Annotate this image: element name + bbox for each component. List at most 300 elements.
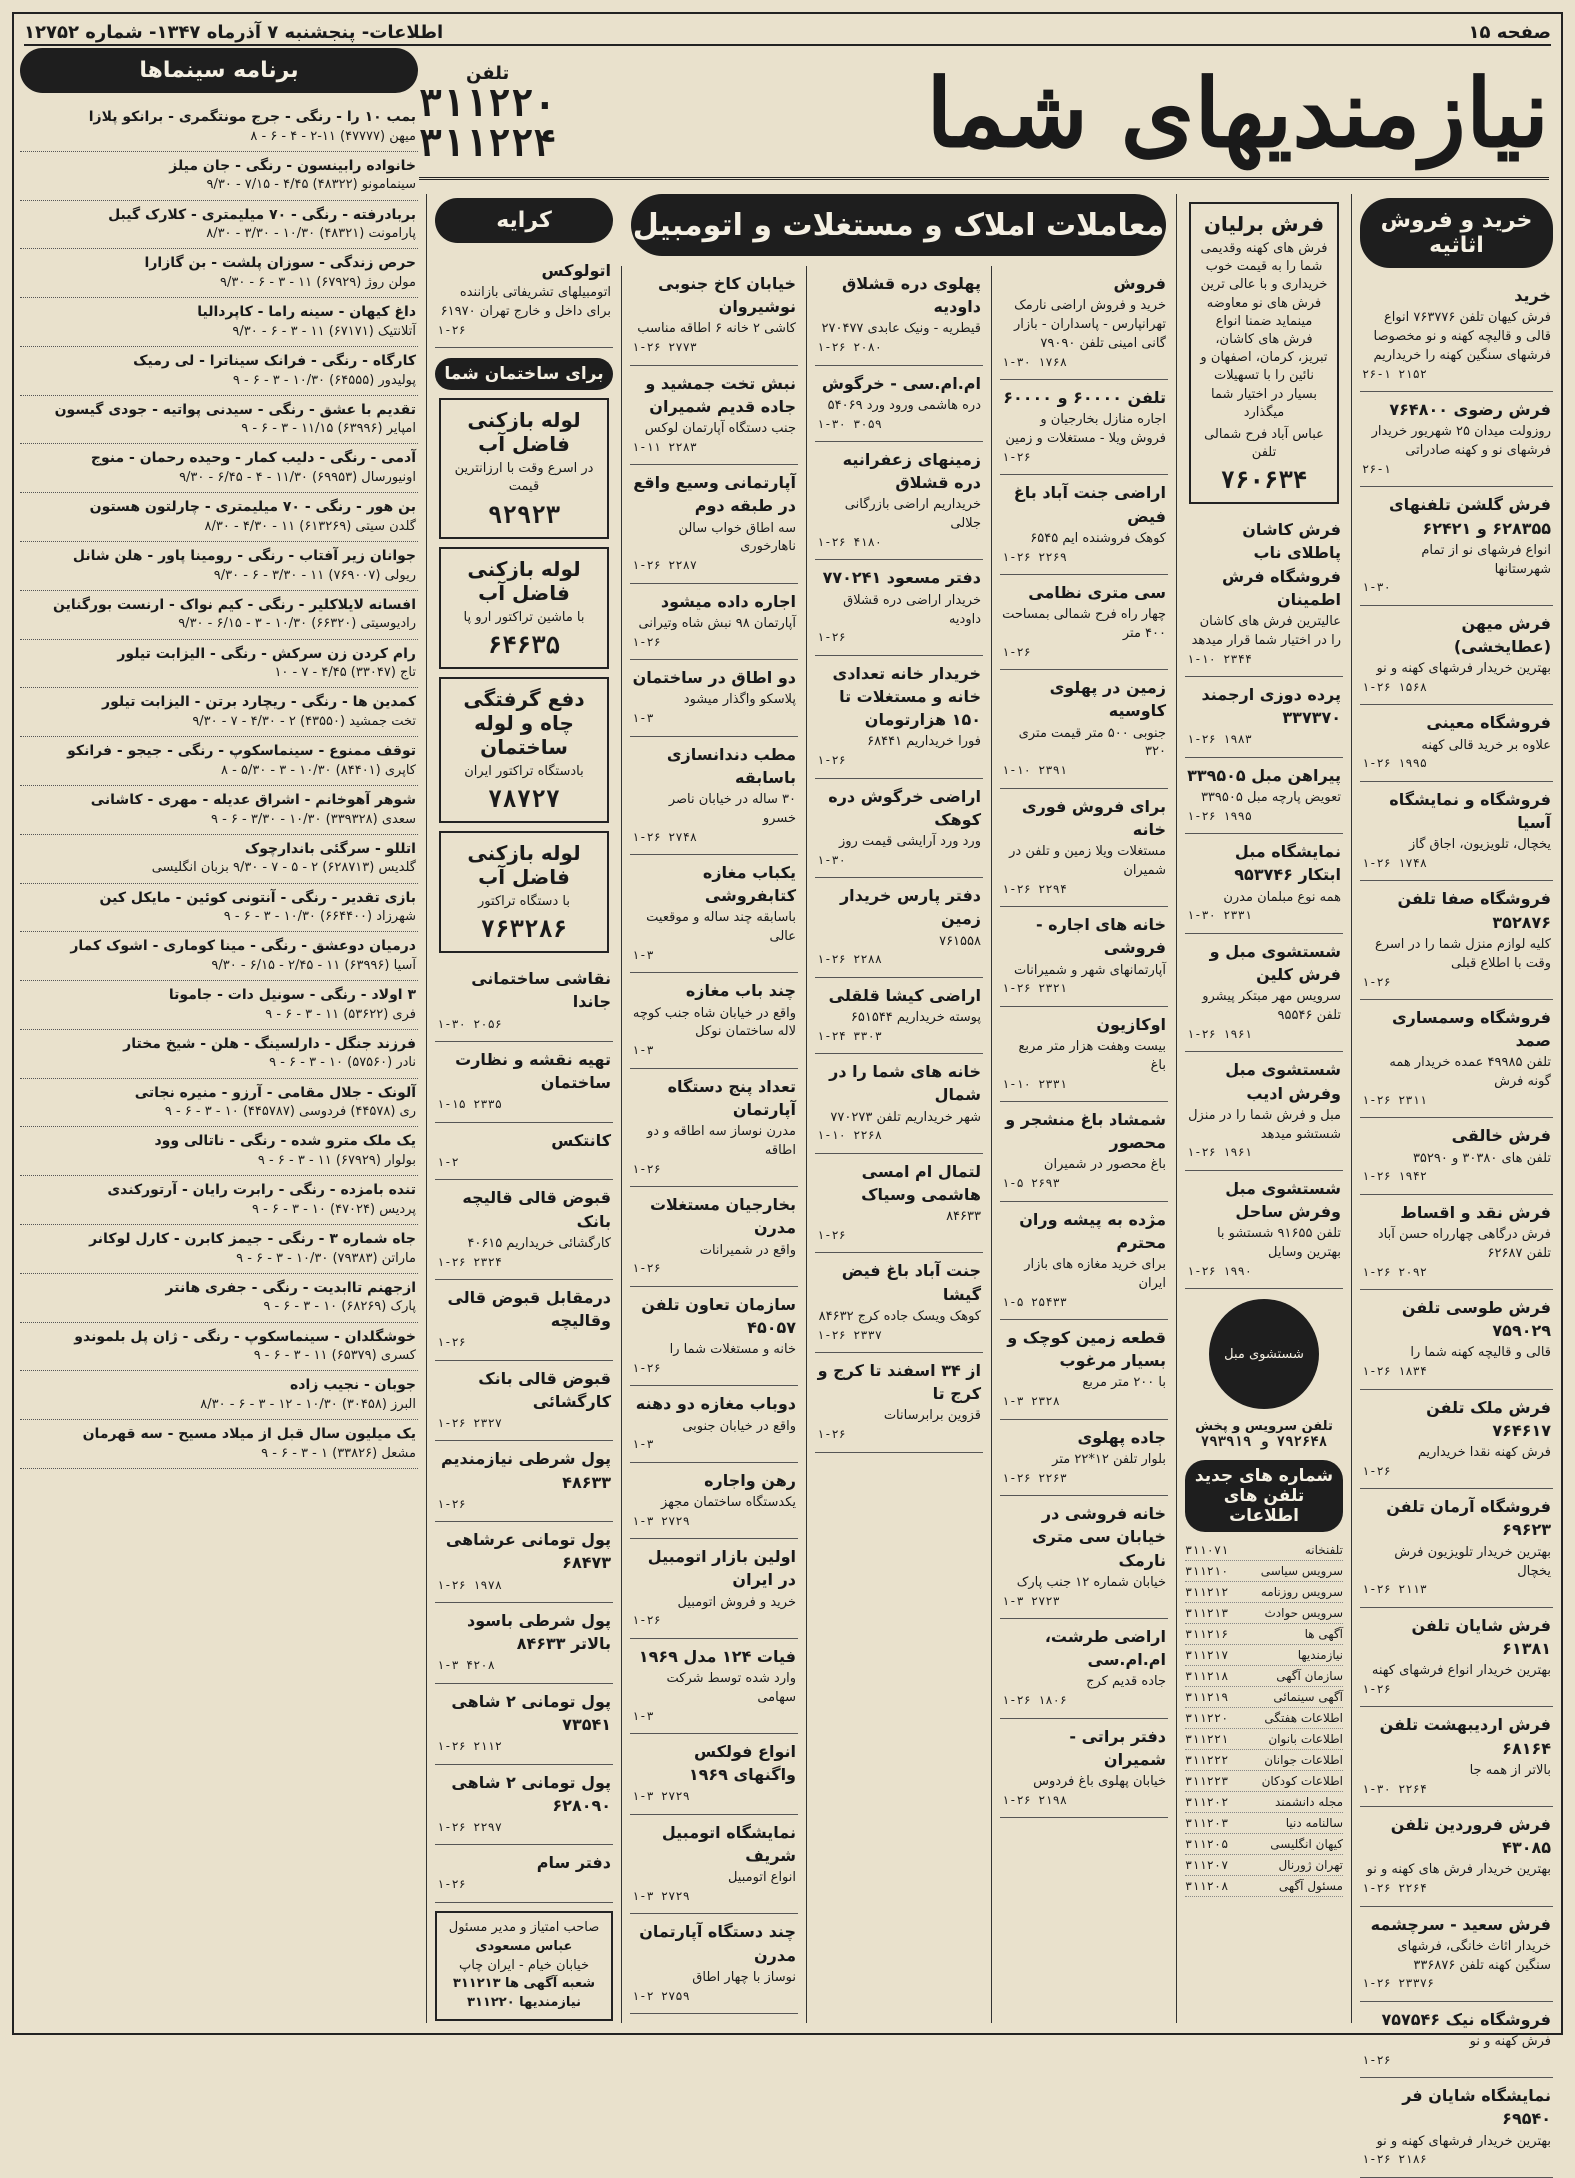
estate-ad-body: بلوار تلفن ۱۲*۲۲ متر bbox=[1052, 1451, 1166, 1467]
phone-number: ۳۱۱۲۰۳ bbox=[1185, 1816, 1229, 1831]
furniture-ad bbox=[1360, 1000, 1553, 1118]
estate-ad-title: یکباب مغازه کتابفروشی bbox=[702, 862, 796, 906]
furniture-service-ad bbox=[1185, 677, 1343, 758]
furniture-service-ad-title: فرش کاشان پاطلای ناب فروشگاه فرش اطمینان bbox=[1222, 520, 1341, 609]
estate-ad bbox=[630, 1914, 798, 2014]
furniture-ad-code: ۱-۲۶ ۲۲۶۴ bbox=[1362, 1881, 1428, 1896]
column-cinema bbox=[12, 44, 426, 2023]
cinema-item bbox=[20, 737, 418, 786]
cinema-film: فرزند جنگل - دارلسینگ - هلن - شیخ مختار bbox=[123, 1035, 416, 1052]
furniture-ad bbox=[1360, 1707, 1553, 1807]
estate-ad-title: خانه های شما را در شمال bbox=[829, 1062, 981, 1105]
estate-ad-code: ۱-۲۶ bbox=[817, 1228, 846, 1243]
estate-ad bbox=[815, 1353, 983, 1453]
estate-ad-title: فروش bbox=[1113, 274, 1166, 293]
furniture-ad-body: بالاتر از همه جا bbox=[1469, 1762, 1551, 1778]
money-ad-title: کانتکس bbox=[551, 1130, 611, 1150]
furniture-service-ad-title: نمایشگاه مبل ابتکار ۹۵۳۷۴۶ bbox=[1234, 842, 1341, 885]
furniture-ad-body: بهترین خریدار فرشهای کهنه و نو bbox=[1376, 2133, 1551, 2149]
estate-ad-code: ۱-۳ bbox=[632, 1437, 654, 1452]
money-ad-code: ۱-۲۶ bbox=[437, 1335, 466, 1350]
ads-rent bbox=[435, 253, 613, 348]
furniture-ad bbox=[1360, 881, 1553, 999]
money-ad-title: قبوض قالی بانک کارگشائی bbox=[478, 1368, 611, 1411]
estate-ad-body: خریدار اراضی دره قشلاق داودیه bbox=[843, 592, 981, 627]
estate-ad-code: ۱-۲۶ bbox=[1002, 449, 1031, 464]
furniture-ad-body: یخچال، تلویزیون، اجاق گاز bbox=[1408, 837, 1551, 853]
cinema-film: یک میلیون سال قبل از میلاد مسیح - سه قهرمان bbox=[82, 1426, 416, 1443]
estate-ad-code: ۱-۵ ۲۶۹۳ bbox=[1002, 1176, 1060, 1191]
construction-box bbox=[439, 831, 609, 953]
furniture-ad-title: فروشگاه معینی bbox=[1426, 713, 1551, 733]
estate-ad-body: جنب دستگاه آپارتمان لوکس bbox=[644, 420, 796, 436]
furniture-service-ad-body: عالیترین فرش های کاشان را در اختیار شما قرار میدهد bbox=[1191, 614, 1341, 648]
furniture-service-ad-title: شستشوی مبل وفرش ادیب bbox=[1225, 1060, 1341, 1103]
furniture-ad bbox=[1360, 392, 1553, 487]
phone-dept: مجله دانشمند bbox=[1275, 1795, 1343, 1810]
estate-ad bbox=[1000, 670, 1168, 788]
furniture-ad-body: بهترین خریدار تلویزیون فرش یخچال bbox=[1394, 1544, 1551, 1579]
estate-ad bbox=[1000, 1420, 1168, 1496]
furniture-ad-body: بهترین خریدار فرش های کهنه و نو bbox=[1366, 1862, 1551, 1878]
estate-ad-title: اوکازیون bbox=[1096, 1014, 1166, 1034]
cinema-item bbox=[20, 591, 418, 640]
furniture-ad-body: فرش کیهان تلفن ۷۶۳۷۷۶ انواع قالی و قالیچه کهنه و نو مخصوصا فرشهای سنگین کهنه را خریداریم bbox=[1373, 310, 1551, 363]
estate-ad-title: اراضی کیشا قلقلی bbox=[828, 985, 981, 1005]
phone-dept: نیازمندیها bbox=[1297, 1648, 1343, 1663]
furniture-service-ad bbox=[1185, 1171, 1343, 1289]
furniture-ad-title: فرش فروردین تلفن ۴۳۰۸۵ bbox=[1390, 1814, 1551, 1858]
furniture-service-ad-body: همه نوع مبلمان مدرن bbox=[1223, 889, 1341, 905]
estate-ad bbox=[1000, 1496, 1168, 1619]
estate-ad bbox=[1000, 1619, 1168, 1719]
money-ad-code: ۱-۲۶ bbox=[437, 1877, 466, 1892]
phone-number: ۳۱۱۲۱۲ bbox=[1185, 1585, 1229, 1600]
estate-ad-body: یکدستگاه ساختمان مجهز bbox=[660, 1494, 796, 1510]
furniture-ad bbox=[1360, 1290, 1553, 1390]
cinema-film: اتللو - سرگئی باندارچوک bbox=[244, 840, 416, 857]
ads-furniture-services bbox=[1185, 512, 1343, 1289]
furniture-ad bbox=[1360, 606, 1553, 706]
estate-ad-title: لتمال ام امسی هاشمی وسیاک bbox=[861, 1161, 981, 1204]
furniture-ad-body: علاوه بر خرید قالی کهنه bbox=[1421, 737, 1551, 753]
construction-box bbox=[439, 547, 609, 669]
estate-ad-body: دره هاشمی ورود ورد ۵۴۰۶۹ bbox=[827, 397, 981, 413]
money-ad bbox=[435, 961, 613, 1042]
masthead-phone-2: ۳۱۱۲۲۴ bbox=[419, 121, 557, 165]
construction-box-phone: ۷۶۳۲۸۶ bbox=[480, 915, 568, 944]
money-ad-title: پول تومانی ۲ شاهی ۶۲۸۰۹۰ bbox=[451, 1772, 611, 1815]
furniture-ad-code: ۱-۲۶ ۱۸۳۴ bbox=[1362, 1364, 1428, 1379]
phone-row bbox=[1185, 1582, 1343, 1603]
furniture-service-ad-title: شستشوی مبل و فرش کلین bbox=[1209, 941, 1341, 985]
phone-row bbox=[1185, 1876, 1343, 1897]
phone-dept: تلفنخانه bbox=[1304, 1543, 1343, 1558]
estate-ad-code: ۱-۲۶ bbox=[817, 753, 846, 768]
cinema-item bbox=[20, 347, 418, 396]
furniture-ad bbox=[1360, 782, 1553, 882]
furniture-service-ad-code: ۱-۲۶ ۱۹۶۱ bbox=[1187, 1145, 1253, 1160]
estate-ad-code: ۱-۲۶ ۱۸۰۶ bbox=[1002, 1693, 1068, 1708]
cinema-showtimes: ریولی (۷۶۹۰۰۷) ۱۱ - ۳/۳۰ - ۶ - ۹/۳۰ bbox=[213, 567, 416, 583]
furniture-ad bbox=[1360, 1608, 1553, 1708]
estate-ad-body: مستغلات ویلا زمین و تلفن در شمیران bbox=[1009, 844, 1166, 878]
estate-ad bbox=[630, 973, 798, 1068]
estate-ad-code: ۱-۲ ۲۷۵۹ bbox=[632, 1988, 690, 2003]
estate-ad bbox=[630, 660, 798, 736]
phone-row bbox=[1185, 1708, 1343, 1729]
estate-ad-code: ۱-۲۶ ۲۷۷۳ bbox=[632, 340, 698, 355]
furniture-ad bbox=[1360, 278, 1553, 392]
cinema-showtimes: میهن (۴۷۷۷۷) ۱۱-۲ - ۴ - ۶ - ۸ bbox=[250, 128, 416, 144]
estate-ad bbox=[1000, 1007, 1168, 1102]
phone-row bbox=[1185, 1750, 1343, 1771]
estate-ad-title: دفتر پارس خریدار زمین bbox=[839, 886, 981, 929]
phone-row bbox=[1185, 1771, 1343, 1792]
rent-ad-title: اتولوکس bbox=[541, 261, 611, 280]
estate-ad-title: انواع فولکس واگنهای ۱۹۶۹ bbox=[688, 1742, 796, 1785]
furniture-ad-title: خرید bbox=[1514, 286, 1551, 305]
furniture-ad-body: بهترین خریدار انواع فرشهای کهنه bbox=[1371, 1663, 1551, 1679]
cinema-film: آلونک - جلال مقامی - آرزو - منیره نجاتی bbox=[134, 1084, 416, 1101]
furniture-ad-code: ۱-۲۶ ۱۹۴۲ bbox=[1362, 1169, 1428, 1184]
cinema-film: کارگاه - رنگی - فرانک سیناترا - لی رمیک bbox=[133, 352, 416, 369]
ads-estate-3 bbox=[630, 266, 798, 2014]
cinema-item bbox=[20, 835, 418, 884]
service-logo: شستشوی مبل bbox=[1209, 1299, 1319, 1409]
column-rent bbox=[426, 194, 621, 2023]
cinema-item bbox=[20, 1079, 418, 1128]
construction-box-title: لوله بازکنی فاضل آب bbox=[467, 408, 581, 457]
cinema-showtimes: پولیدور (۶۴۵۵۵) ۱۰/۳۰ - ۳ - ۶ - ۹ bbox=[232, 372, 416, 388]
estate-ad bbox=[815, 1154, 983, 1254]
masthead-title: نیازمندیهای شما bbox=[926, 58, 1549, 169]
cinema-item bbox=[20, 444, 418, 493]
cinema-showtimes: سینمامونو (۴۸۳۲۲) ۴/۴۵ - ۷/۱۵ - ۹/۳۰ bbox=[206, 177, 416, 193]
cinema-film: تقدیم با عشق - رنگی - سیدنی پواتیه - جودی گیسون bbox=[54, 401, 416, 418]
construction-box-body: در اسرع وقت با ارزانترین قیمت bbox=[454, 461, 594, 495]
money-ad-title: پول تومانی ۲ شاهی ۷۳۵۴۱ bbox=[451, 1691, 611, 1734]
estate-ad-title: سی متری نظامی bbox=[1028, 582, 1166, 602]
estate-ad-body: برای خرید مغازه های بازار ایران bbox=[1024, 1257, 1166, 1291]
estate-ad bbox=[1000, 1320, 1168, 1420]
phone-number: ۳۱۱۲۱۳ bbox=[1185, 1606, 1229, 1621]
estate-ad-body: فورا خریداریم ۶۸۴۴۱ bbox=[867, 734, 981, 750]
construction-box-phone: ۷۸۷۲۷ bbox=[487, 785, 561, 814]
furniture-service-ad bbox=[1185, 1052, 1343, 1170]
phone-number: ۳۱۱۲۲۰ bbox=[1185, 1711, 1229, 1726]
carpet-box-body: فرش های کهنه وقدیمی شما را به قیمت خوب خریداری و با عالی ترین فرش های نو معاوضه مینماید ضمنا انواع فرش های کاشان، تبریز، کرمان، اصفهان و نائین را با تسهیلات بسیار در اختیار شما میگذارد bbox=[1200, 241, 1328, 420]
estate-ad-code: ۱-۵ ۲۵۴۳۳ bbox=[1002, 1294, 1068, 1309]
phone-number: ۳۱۱۲۰۲ bbox=[1185, 1795, 1229, 1810]
column-estate-2 bbox=[806, 266, 991, 2023]
phone-number: ۳۱۱۲۲۱ bbox=[1185, 1732, 1229, 1747]
estate-ad bbox=[630, 1386, 798, 1462]
phone-row bbox=[1185, 1540, 1343, 1561]
estate-ad-code: ۱-۲۶ ۲۷۴۸ bbox=[632, 829, 698, 844]
furniture-service-ad-code: ۱-۲۶ ۱۹۸۳ bbox=[1187, 732, 1253, 747]
phone-dept: آگهی سینمائی bbox=[1273, 1690, 1343, 1705]
estate-ad-code: ۱-۲۶ bbox=[1002, 644, 1031, 659]
construction-box bbox=[439, 398, 609, 538]
issue-info: اطلاعات- پنجشنبه ۷ آذرماه ۱۳۴۷- شماره ۱۲۷۵۲ bbox=[24, 21, 444, 43]
estate-ad-code: ۱-۲۶ ۲۲۸۸ bbox=[817, 952, 883, 967]
estate-ad bbox=[1000, 1102, 1168, 1202]
cinema-item bbox=[20, 298, 418, 347]
furniture-ad-code: ۱-۲۶ ۲۱۸۶ bbox=[1362, 2152, 1428, 2167]
estate-ad-code: ۱-۲۶ bbox=[632, 1161, 661, 1176]
estate-ad-title: ام.ام.سی - خرگوش bbox=[821, 373, 981, 393]
phone-row bbox=[1185, 1687, 1343, 1708]
estate-ad-code: ۱-۳ bbox=[632, 711, 654, 726]
furniture-ad-code: ۱-۳۰ bbox=[1362, 580, 1391, 595]
construction-box-phone: ۹۲۹۲۳ bbox=[487, 500, 561, 529]
phone-number: ۳۱۱۲۱۷ bbox=[1185, 1648, 1229, 1663]
cinema-item bbox=[20, 103, 418, 152]
estate-ad-code: ۱-۲۶ bbox=[817, 1427, 846, 1442]
cinema-showtimes: شهرزاد (۶۶۴۴۰۰) ۱۰/۳۰ - ۳ - ۶ - ۹ bbox=[223, 909, 416, 925]
estate-ad-code: ۱-۱۰ ۲۲۶۸ bbox=[817, 1128, 883, 1143]
furniture-ad-title: نمایشگاه شایان فر ۶۹۵۴۰ bbox=[1402, 2086, 1551, 2129]
estate-ad-body: جاده قدیم کرج bbox=[1086, 1674, 1166, 1690]
cinema-item bbox=[20, 1030, 418, 1079]
cinema-film: جاه شماره ۳ - رنگی - جیمز کابرن - کارل لوکانر bbox=[89, 1230, 416, 1247]
estate-ad-body: واقع در خیابان شاه جنب کوچه لاله ساختمان نوکل bbox=[632, 1005, 796, 1040]
estate-ad-title: زمینهای زعفرانیه دره قشلاق bbox=[842, 450, 981, 493]
phone-list bbox=[1185, 1540, 1343, 1897]
estate-ad-code: ۱-۳ bbox=[632, 1043, 654, 1058]
estate-ad-code: ۱-۲۶ ۴۱۸۰ bbox=[817, 535, 883, 550]
estate-ad bbox=[815, 560, 983, 655]
phone-dept: کیهان انگلیسی bbox=[1270, 1837, 1343, 1852]
estate-ad-code: ۱-۲۶ ۲۲۹۴ bbox=[1002, 881, 1068, 896]
construction-box-body: با دستگاه تراکتور bbox=[478, 894, 570, 910]
top-line bbox=[24, 20, 1551, 46]
furniture-service-ad-title: پرده دوزی ارجمند ۳۳۷۳۷۰ bbox=[1201, 685, 1341, 728]
estate-ad-body: پلاسکو واگذار میشود bbox=[683, 692, 796, 708]
cinema-film: کمدین ها - رنگی - ریچارد برتن - الیزابت تیلور bbox=[102, 694, 416, 711]
money-ad-title: نقاشی ساختمانی جاندا bbox=[471, 969, 611, 1012]
phone-number: ۳۱۱۲۱۹ bbox=[1185, 1690, 1229, 1705]
estate-ad-body: کوهک فروشنده ایم ۶۵۴۵ bbox=[1030, 530, 1166, 546]
cinema-item bbox=[20, 786, 418, 835]
cinema-film: بربادرفته - رنگی - ۷۰ میلیمتری - کلارک گیبل bbox=[108, 206, 416, 223]
publisher-box bbox=[435, 1911, 613, 2021]
money-ad-code: ۱-۲۶ bbox=[437, 1496, 466, 1511]
furniture-ad-title: فرش نقد و اقساط bbox=[1400, 1202, 1551, 1222]
furniture-ad bbox=[1360, 1807, 1553, 1907]
estate-ad bbox=[815, 978, 983, 1054]
cinema-item bbox=[20, 1127, 418, 1176]
cinema-film: جوانان زیر آفتاب - رنگی - رومینا پاور - هلن شانل bbox=[72, 548, 416, 565]
column-estate-1 bbox=[991, 266, 1176, 2023]
cinema-showtimes: تاج (۳۳۰۴۷) ۴/۴۵ - ۷ - ۱۰ bbox=[274, 665, 416, 681]
estate-ad-body: ۷۶۱۵۵۸ bbox=[939, 933, 981, 949]
estate-ad-body: باغ محصور در شمیران bbox=[1043, 1157, 1166, 1173]
estate-ad-title: شمشاد باغ منشجر و محصور bbox=[1005, 1110, 1166, 1153]
estate-ad-title: نبش تخت جمشید و جاده قدیم شمیران bbox=[645, 373, 796, 416]
furniture-ad-title: فروشگاه و نمایشگاه آسیا bbox=[1389, 789, 1551, 833]
cinema-film: داغ کیهان - سینه راما - کاپردالیا bbox=[197, 304, 416, 321]
furniture-ad-body: بهترین خریدار فرشهای کهنه و نو bbox=[1376, 661, 1551, 677]
cinema-showtimes: کاپری (۸۴۴۰۱) ۱۰/۳۰ - ۳ - ۵/۳۰ - ۸ bbox=[221, 762, 416, 778]
estate-ad-code: ۱-۳۰ ۳۰۵۹ bbox=[817, 416, 883, 431]
phone-number: ۳۱۱۲۰۷ bbox=[1185, 1858, 1229, 1873]
furniture-ad-code: ۱-۲۶ bbox=[1362, 974, 1391, 989]
estate-ad-title: اراضی طرشت، ام.ام.سی bbox=[1044, 1626, 1166, 1670]
ads-rent-2 bbox=[435, 961, 613, 1903]
cinema-film: بن هور - رنگی - ۷۰ میلیمتری - چارلتون هستون bbox=[89, 499, 416, 516]
estate-ad-title: تعداد پنج دستگاه آپارتمان bbox=[667, 1076, 796, 1119]
estate-ad-title: دوباب مغازه دو دهنه bbox=[635, 1394, 796, 1414]
estate-ad bbox=[630, 1463, 798, 1539]
estate-ad-body: پوسته خریداریم ۶۵۱۵۴۴ bbox=[850, 1009, 981, 1025]
furniture-ad-title: فرش گلشن تلفنهای ۶۲۸۳۵۵ و ۶۲۴۲۱ bbox=[1389, 495, 1551, 538]
cinema-showtimes: آتلانتیک (۶۷۱۷۱) ۱۱ - ۳ - ۶ - ۹/۳۰ bbox=[232, 323, 416, 339]
estate-ad-title: قطعه زمین کوچک و بسیار مرغوب bbox=[1007, 1328, 1166, 1371]
furniture-ad-code: ۱-۲۶ bbox=[1362, 1681, 1391, 1696]
estate-ad bbox=[630, 366, 798, 466]
publisher-line2: عباس مسعودی bbox=[475, 1938, 573, 1954]
ads-estate-2 bbox=[815, 266, 983, 1453]
phone-row bbox=[1185, 1624, 1343, 1645]
estate-ad bbox=[815, 779, 983, 879]
estate-ad bbox=[1000, 475, 1168, 575]
cinema-item bbox=[20, 981, 418, 1030]
estate-ad-title: جنت آباد باغ فیض گیشا bbox=[841, 1261, 981, 1304]
construction-boxes bbox=[435, 398, 613, 953]
money-ad-title: پول شرطی باسود بالاتر ۸۴۶۳۳ bbox=[467, 1610, 611, 1654]
estate-ad-code: ۱-۲۶ ۲۰۸۰ bbox=[817, 340, 883, 355]
cinema-showtimes: تخت جمشید (۴۳۵۵۰) ۲ - ۴/۳۰ - ۷ - ۹/۳۰ bbox=[192, 713, 416, 729]
estate-ad-body: انواع اتومبیل bbox=[727, 1870, 796, 1886]
cinema-item bbox=[20, 1420, 418, 1469]
furniture-ad-body: کلیه لوازم منزل شما را در اسرع وقت با اطلاع قبلی bbox=[1374, 936, 1551, 971]
cinema-film: حرص زندگی - سوزان پلشت - بن گازارا bbox=[144, 255, 416, 272]
masthead-phone bbox=[419, 63, 556, 164]
cinema-film: خوشگلدان - سینماسکوپ - رنگی - ژان پل بلموندو bbox=[74, 1328, 416, 1345]
estate-ad-code: ۱-۲۶ bbox=[632, 634, 661, 649]
estate-ad-code: ۱-۲۶ bbox=[632, 1261, 661, 1276]
cinema-showtimes: نادر (۵۷۵۶۰) ۱۰ - ۳ - ۶ - ۹ bbox=[269, 1055, 416, 1071]
phone-dept: سالنامه دنیا bbox=[1285, 1816, 1343, 1831]
estate-ad-body: قیطریه - ونیک عابدی ۲۷۰۴۷۷ bbox=[821, 321, 981, 337]
cinema-item bbox=[20, 1176, 418, 1225]
estate-ad-body: خانه و مستغلات شما را bbox=[669, 1342, 796, 1358]
column-furniture bbox=[1351, 194, 1561, 2167]
cinema-film: بمب ۱۰ را - رنگی - جرج مونتگمری - برانکو پلازا bbox=[88, 109, 416, 125]
money-ad-code: ۱-۲۶ ۱۹۷۸ bbox=[437, 1577, 503, 1592]
estate-ad-body: با ۲۰۰ متر مربع bbox=[1082, 1375, 1166, 1391]
cinema-film: توقف ممنوع - سینماسکوپ - رنگی - جیجو - فرانکو bbox=[67, 743, 416, 760]
estate-ad-code: ۱-۲۶ ۲۳۲۱ bbox=[1002, 981, 1068, 996]
construction-box-title: لوله بازکنی فاضل آب bbox=[467, 556, 581, 605]
furniture-ad-title: فروشگاه صفا تلفن ۳۵۲۸۷۶ bbox=[1397, 889, 1551, 932]
furniture-ad bbox=[1360, 2002, 1553, 2078]
cinema-film: جوبان - نجیب زاده bbox=[290, 1377, 416, 1394]
furniture-ad bbox=[1360, 1118, 1553, 1194]
estate-ad-title: اراضی خرگوش دره کوهک bbox=[828, 786, 981, 829]
publisher-line1: صاحب امتیاز و مدیر مسئول bbox=[448, 1919, 600, 1935]
estate-ad bbox=[630, 1069, 798, 1187]
money-ad-title: دفتر سام bbox=[536, 1853, 611, 1873]
estate-ad-body: باسابقه چند ساله و موقعیت عالی bbox=[646, 910, 796, 945]
construction-box-phone: ۶۴۶۳۵ bbox=[487, 630, 561, 659]
estate-ad bbox=[815, 656, 983, 779]
money-ad bbox=[435, 1845, 613, 1903]
furniture-ad-title: فرش سعید - سرچشمه bbox=[1370, 1914, 1551, 1934]
phone-number: ۳۱۱۲۱۰ bbox=[1185, 1564, 1229, 1579]
cinema-film: ازجهنم تاابدیت - رنگی - جفری هانتر bbox=[165, 1279, 416, 1296]
furniture-ad-code: ۱-۲۶ ۲۳۳۷۶ bbox=[1362, 1976, 1435, 1991]
cinema-film: افسانه لایلاکلیر - رنگی - کیم نواک - ارنست بورگناین bbox=[53, 596, 416, 613]
estate-ad-title: مژده به پیشه وران محترم bbox=[1019, 1209, 1166, 1252]
estate-ad-code: ۱-۳ ۲۷۲۹ bbox=[632, 1889, 690, 1904]
phone-row bbox=[1185, 1729, 1343, 1750]
phone-number: ۳۱۱۲۲۳ bbox=[1185, 1774, 1229, 1789]
cinema-item bbox=[20, 152, 418, 201]
furniture-ad-code: ۱-۲۶ ۱۹۹۵ bbox=[1362, 756, 1428, 771]
phone-dept: تهران ژورنال bbox=[1278, 1858, 1343, 1873]
money-ad-code: ۱-۳۰ ۲۰۵۶ bbox=[437, 1016, 503, 1031]
estate-ad bbox=[815, 442, 983, 560]
estate-ad-body: سه اطاق خواب سالن ناهارخوری bbox=[678, 520, 796, 555]
phone-number: ۳۱۱۰۷۱ bbox=[1185, 1543, 1229, 1558]
phone-dept: سرویس حوادث bbox=[1264, 1606, 1343, 1621]
estate-ad-code: ۱-۳۰ bbox=[817, 852, 846, 867]
furniture-service-ad bbox=[1185, 758, 1343, 834]
estate-ad bbox=[815, 366, 983, 442]
phone-dept: سرویس روزنامه bbox=[1260, 1585, 1343, 1600]
furniture-service-ad-title: شستشوی مبل وفرش ساحل bbox=[1225, 1178, 1341, 1221]
construction-box-body: بادستگاه تراکتور ایران bbox=[464, 763, 584, 779]
furniture-ad bbox=[1360, 2078, 1553, 2178]
estate-ad-body: نوساز با چهار اطاق bbox=[692, 1969, 796, 1985]
estate-ad-body: مدرن نوساز سه اطاقه و دو اطاقه bbox=[646, 1124, 796, 1158]
estate-ad-code: ۱-۲۶ bbox=[632, 1613, 661, 1628]
carpet-box-title: فرش برلیان bbox=[1203, 212, 1325, 236]
masthead-phone-1: ۳۱۱۲۲۰ bbox=[419, 81, 557, 126]
cinema-film: درمیان دوعشق - رنگی - مینا کوماری - اشوک کمار bbox=[70, 938, 416, 955]
furniture-ad bbox=[1360, 705, 1553, 781]
cinema-showtimes: گلدیس (۶۲۸۷۱۳) ۲ - ۵ - ۷ - ۹/۳۰ بزبان انگلیسی bbox=[151, 860, 416, 876]
cinema-film: ۳ اولاد - رنگی - سونیل دات - جاموتا bbox=[168, 987, 416, 1004]
carpet-box-addr: عباس آباد فرح شمالی تلفن bbox=[1204, 426, 1324, 461]
estate-ad-body: خرید و فروش اراضی نارمک تهرانپارس - پاسداران - بازار گانی امینی تلفن ۷۹۰۹۰ bbox=[1013, 298, 1166, 351]
cinema-film: آدمی - رنگی - دلیب کمار - وحیده رحمان - منوج bbox=[90, 450, 416, 467]
estate-ad-title: مطب دندانسازی باسابقه bbox=[666, 744, 796, 787]
cinema-showtimes: بولوار (۶۷۹۲۹) ۱۱ - ۳ - ۶ - ۹ bbox=[257, 1153, 416, 1168]
money-ad bbox=[435, 1765, 613, 1846]
cinema-showtimes: اونیورسال (۶۹۹۵۳) ۱۱/۳۰ - ۴ - ۶/۴۵ - ۹/۳۰ bbox=[179, 470, 416, 486]
cinema-item bbox=[20, 640, 418, 689]
estate-ad-title: بخارجیان مستغلات مدرن bbox=[649, 1195, 796, 1238]
estate-ad-body: ۸۴۶۳۳ bbox=[946, 1209, 981, 1225]
furniture-ad-code: ۱-۲۶ ۲۱۱۳ bbox=[1362, 1582, 1428, 1597]
phone-row bbox=[1185, 1834, 1343, 1855]
estate-ad-title: نمایشگاه اتومبیل شریف bbox=[661, 1822, 796, 1866]
estate-ad-body: خیابان پهلوی باغ فردوس bbox=[1033, 1773, 1166, 1789]
cinema-item bbox=[20, 1371, 418, 1420]
phone-number: ۳۱۱۲۲۲ bbox=[1185, 1753, 1229, 1768]
estate-ad-title: پهلوی دره قشلاق داودیه bbox=[841, 274, 981, 317]
estate-ad bbox=[630, 1287, 798, 1387]
estate-ad-body: اجاره منازل بخارجیان و فروش ویلا - مستغلات و زمین bbox=[1005, 412, 1166, 447]
money-ad bbox=[435, 1603, 613, 1684]
cinema-film: شوهر آهوخانم - اشراق عدیله - مهری - کاشانی bbox=[90, 791, 416, 808]
estate-ad-title: اراضی جنت آباد باغ فیض bbox=[1013, 483, 1166, 526]
furniture-service-ad-title: پیراهن مبل ۳۳۹۵۰۵ bbox=[1187, 765, 1341, 785]
